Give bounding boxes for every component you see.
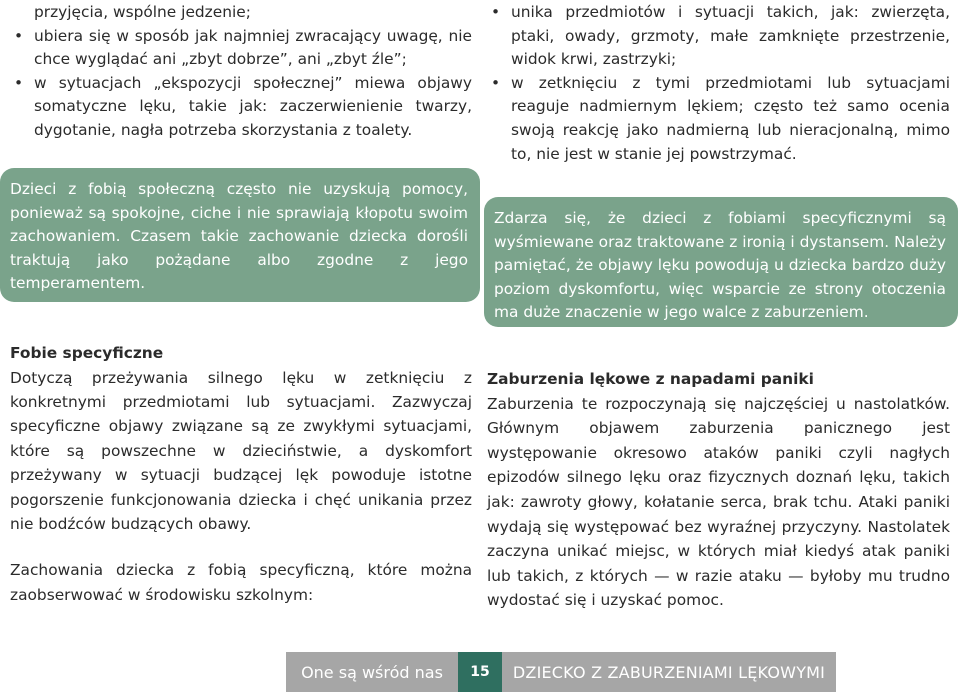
left-bullet-list [10,25,472,143]
right-callout-box [484,197,958,327]
specific-phobias-behaviours-intro: Zachowania dziecka z fobią specyficzną, które można zaobserwować w środowisku szkolnym: [10,561,472,604]
left-top-fragment: przyjęcia, wspólne jedzenie; [34,3,251,21]
footer-book-title: One są wśród nas [286,652,458,692]
list-item: • w zetknięciu z tymi przedmiotami lub sytuacjami reaguje nadmiernym lękiem; często też samo ocenia swoją reakcję jako nadmierną lub nieracjonalną, mimo to, nie jest w stanie jej powstrzymać. [487,72,950,166]
panic-disorder-paragraph: Zaburzenia te rozpoczynają się najczęściej u nastolatków. Głównym objawem zaburzenia panicznego jest występowanie okresowo ataków paniki czyli nagłych epizodów silnego lęku oraz fizycznych doznań lęku, takich jak: zawroty głowy, kołatanie serca, brak tchu. Ataki paniki wydają się występować bez wyraźnej przyczyny. Nastolatek zaczyna unikać miejsc, w których miał kiedyś atak paniki lub takich, z których — w razie ataku — byłoby mu trudno wydostać się i uzyskać pomoc. [487,394,950,610]
section-heading-specific-phobias: Fobie specyficzne [10,344,164,362]
right-callout-text: Zdarza się, że dzieci z fobiami specyficznymi są wyśmiewane oraz traktowane z ironią i dystansem. Należy pamiętać, że objawy lęku powodują u dziecka bardzo duży poziom dyskomfortu, więc wsparcie ze strony otoczenia ma duże znaczenie w jego walce z zaburzeniem. [494,209,946,322]
list-item: • w sytuacjach „ekspozycji społecznej” miewa objawy somatyczne lęku, takie jak: zaczerwienienie twarzy, dygotanie, nagła potrzeba skorzystania z toalety. [10,72,472,143]
list-item: • unika przedmiotów i sytuacji takich, jak: zwierzęta, ptaki, owady, grzmoty, małe zamknięte przestrzenie, widok krwi, zastrzyki; [487,1,950,72]
right-section [487,368,950,613]
left-section [10,342,472,607]
list-item: • ubiera się w sposób jak najmniej zwracający uwagę, nie chce wyglądać ani „zbyt dobrze”, ani „zbyt źle”; [10,25,472,72]
left-column [10,0,472,143]
specific-phobias-paragraph: Dotyczą przeżywania silnego lęku w zetknięciu z konkretnymi przedmiotami lub sytuacjami. Zazwyczaj specyficzne objawy związane są ze zwykłymi sytuacjami, które są powszechne w dzieciństwie, a dyskomfort przeżywany w sytuacji budzącej lęk powoduje istotne pogorszenie funkcjonowania dziecka i chęć unikania przez nie bodźców budzących obawy. [10,368,472,534]
page-number: 15 [458,652,502,692]
right-column [487,0,950,166]
left-callout-box [0,168,480,302]
left-callout-text: Dzieci z fobią społeczną często nie uzyskują pomocy, ponieważ są spokojne, ciche i nie sprawiają kłopotu swoim zachowaniem. Czasem takie zachowanie dziecka dorośli traktują jako pożądane albo zgodne z jego temperamentem. [10,180,468,293]
section-heading-panic-disorder: Zaburzenia lękowe z napadami paniki [487,370,814,388]
right-bullet-list [487,1,950,166]
footer-chapter-title: DZIECKO Z ZABURZENIAMI LĘKOWYMI [502,652,836,692]
